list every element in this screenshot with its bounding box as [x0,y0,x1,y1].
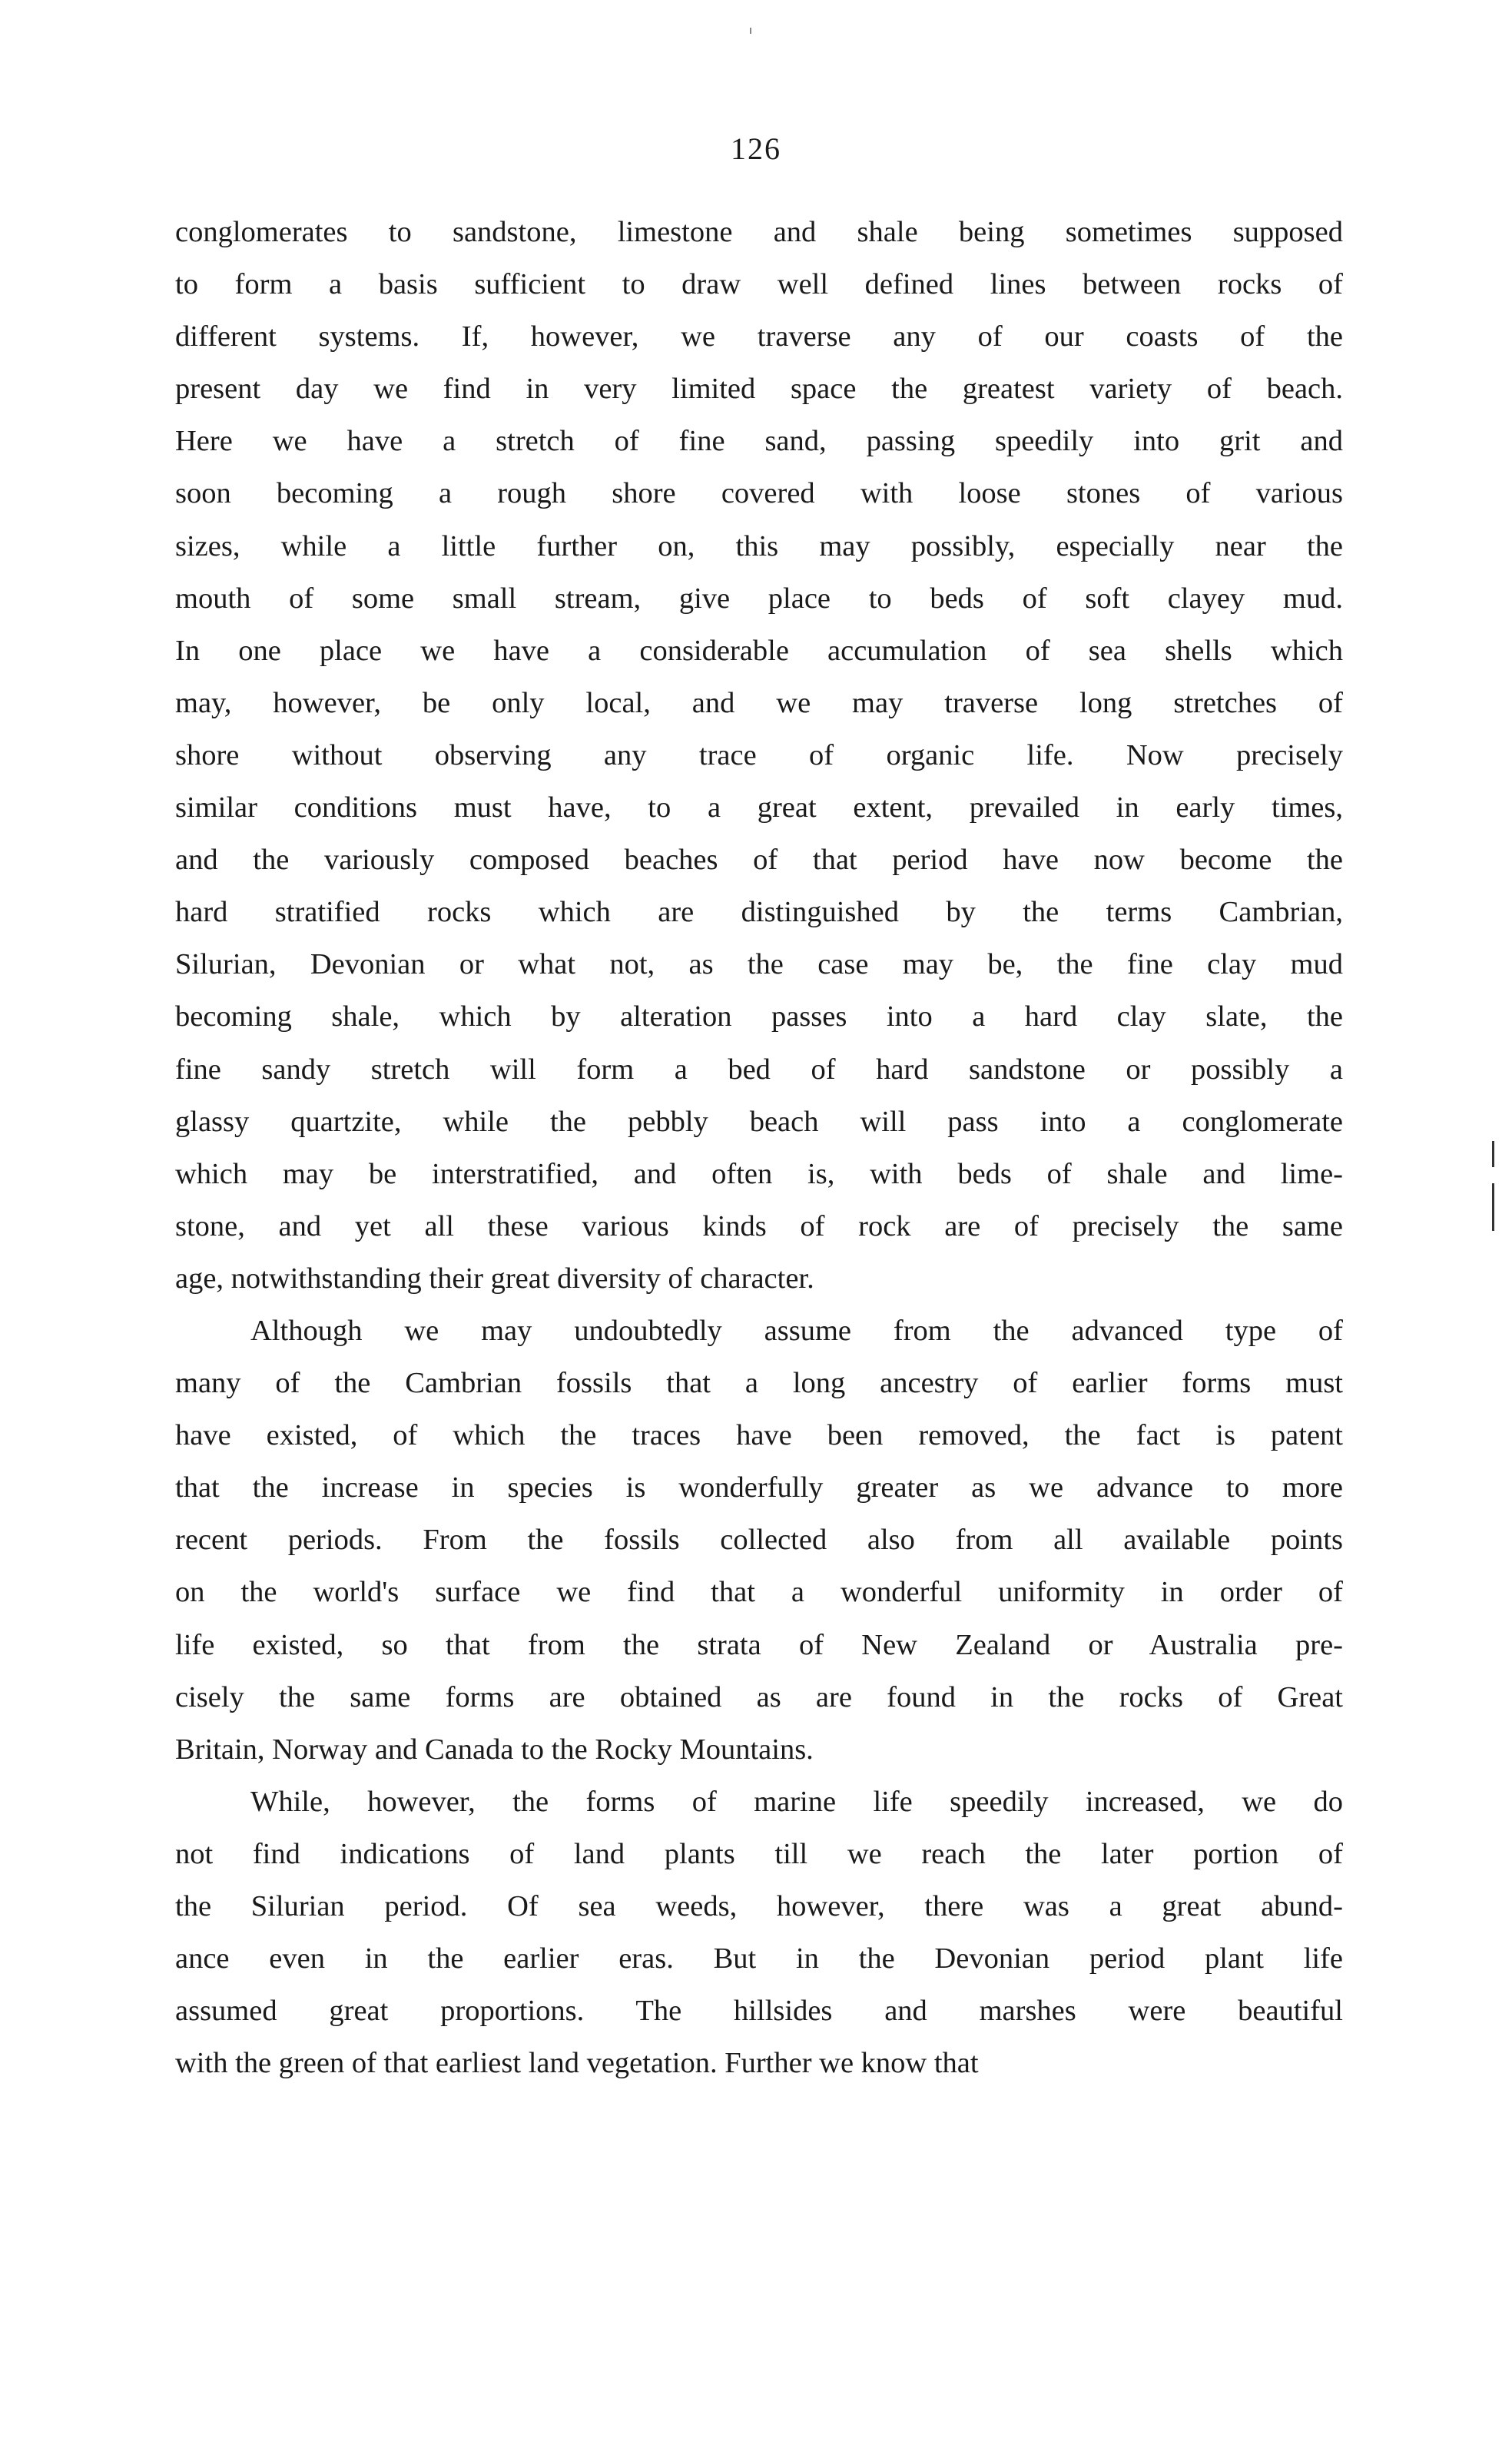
text-line: Britain, Norway and Canada to the Rocky Mountains. [175,1733,814,1766]
text-line: cisely the same forms are obtained as are found in the rocks of Great [175,1680,1343,1713]
text-line: Although we may undoubtedly assume from the advanced type of [250,1314,1343,1347]
text-line: Silurian, Devonian or what not, as the case may be, the fine clay mud [175,948,1343,981]
text-line: fine sandy stretch will form a bed of hard sandstone or possibly a [175,1053,1343,1086]
text-line: In one place we have a considerable accumulation of sea shells which [175,634,1343,667]
text-line: to form a basis sufficient to draw well defined lines between rocks of [175,268,1343,301]
text-line: may, however, be only local, and we may traverse long stretches of [175,686,1343,719]
text-line: many of the Cambrian fossils that a long ancestry of earlier forms must [175,1367,1343,1400]
paragraph [175,206,1343,1305]
text-line: life existed, so that from the strata of New Zealand or Australia pre- [175,1628,1343,1661]
paragraph [175,1776,1343,2090]
text-line: glassy quartzite, while the pebbly beach will pass into a conglomerate [175,1105,1343,1138]
text-line: which may be interstratified, and often is, with beds of shale and lime- [175,1157,1343,1190]
text-line: sizes, while a little further on, this may possibly, especially near the [175,529,1343,562]
text-line: age, notwithstanding their great diversity of character. [175,1262,814,1295]
page-number: 126 [731,131,781,166]
margin-mark-upper [1492,1141,1494,1167]
text-line: becoming shale, which by alteration passes into a hard clay slate, the [175,1000,1343,1033]
text-line: shore without observing any trace of organic life. Now precisely [175,738,1343,771]
text-line: soon becoming a rough shore covered with loose stones of various [175,477,1343,510]
text-line: assumed great proportions. The hillsides and marshes were beautiful [175,1995,1343,2028]
text-line: the Silurian period. Of sea weeds, however, there was a great abund- [175,1890,1343,1922]
text-line: ance even in the earlier eras. But in the Devonian period plant life [175,1942,1343,1975]
text-line: have existed, of which the traces have been removed, the fact is patent [175,1419,1343,1452]
body-text [175,206,1343,2089]
text-line: Here we have a stretch of fine sand, passing speedily into grit and [175,425,1343,458]
text-line: similar conditions must have, to a great extent, prevailed in early times, [175,791,1343,824]
text-line: present day we find in very limited space the greatest variety of beach. [175,373,1343,406]
scan-artifact-mark [750,28,751,34]
text-line: not find indications of land plants till we reach the later portion of [175,1837,1343,1870]
text-line: on the world's surface we find that a wonderful uniformity in order of [175,1576,1343,1609]
text-line: hard stratified rocks which are distinguished by the terms Cambrian, [175,896,1343,929]
margin-mark-lower [1492,1183,1494,1231]
text-line: recent periods. From the fossils collected also from all available points [175,1524,1343,1557]
text-line: different systems. If, however, we traverse any of our coasts of the [175,320,1343,353]
text-line: While, however, the forms of marine life speedily increased, we do [250,1785,1343,1818]
text-line: and the variously composed beaches of that period have now become the [175,844,1343,877]
text-line: mouth of some small stream, give place to beds of soft clayey mud. [175,582,1343,615]
text-line: conglomerates to sandstone, limestone and shale being sometimes supposed [175,216,1343,248]
text-line: that the increase in species is wonderfully greater as we advance to more [175,1471,1343,1504]
text-line: stone, and yet all these various kinds of rock are of precisely the same [175,1209,1343,1242]
text-line: with the green of that earliest land vegetation. Further we know that [175,2047,979,2080]
paragraph [175,1305,1343,1776]
